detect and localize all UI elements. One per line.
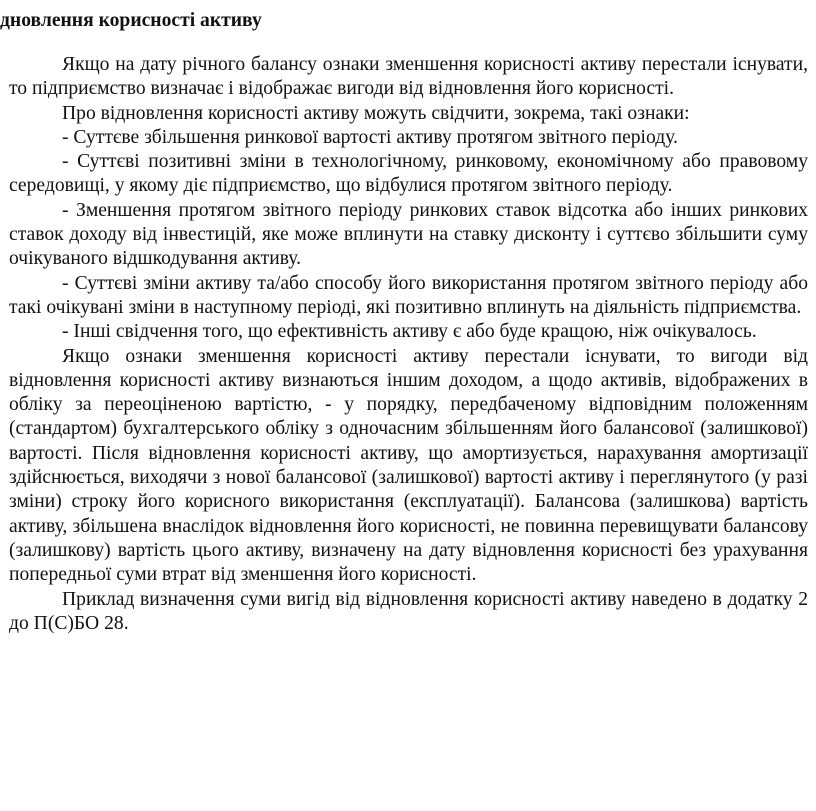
list-item-usage-changes: - Суттєві зміни активу та/або способу його використання протягом звітного періоду або такі очікувані зміни в наступному періоді, які позитивно вплинуть на діяльність підприємства. [9,272,808,318]
paragraph-example-reference: Приклад визначення суми вигід від відновлення корисності активу наведено в додатку 2 до П(С)БО 28. [9,588,808,634]
list-item-interest-rates: - Зменшення протягом звітного періоду ринкових ставок відсотка або інших ринкових ставок доходу від інвестицій, яке може вплинути на ставку дисконту і суттєво збільшити суму очікуваного відшкодування активу. [9,199,808,270]
paragraph-recognition: Якщо ознаки зменшення корисності активу перестали існувати, то вигоди від відновлення корисності активу визнаються іншим доходом, а щодо активів, відображених в обліку за переоціненою вартістю, - у порядку, передбаченому відповідним положенням (стандартом) бухгалтерського обліку з одночасним збільшенням його балансової (залишкової) вартості. Після відновлення корисності активу, що амортизується, нарахування амортизації здійснюється, виходячи з нової балансової (залишкової) вартості активу і переглянутого (у разі зміни) строку його корисного використання (експлуатації). Балансова (залишкова) вартість активу, збільшена внаслідок відновлення його корисності, не повинна перевищувати балансову (залишкову) вартість цього активу, визначену на дату відновлення корисності без урахування попередньої суми втрат від зменшення його корисності. [9,345,808,586]
list-item-market-value: - Суттєве збільшення ринкової вартості активу протягом звітного періоду. [62,126,678,148]
list-item-environment-changes: - Суттєві позитивні зміни в технологічному, ринковому, економічному або правовому середовищі, у якому діє підприємство, що відбулися протягом звітного періоду. [9,151,808,197]
paragraph-intro: Якщо на дату річного балансу ознаки зменшення корисності активу перестали існувати, то підприємство визначає і відображає вигоди від відновлення його корисності. [9,54,808,100]
document-body [9,53,808,636]
list-item-other-evidence: - Інші свідчення того, що ефективність активу є або буде кращою, ніж очікувалось. [62,321,757,343]
paragraph-signs-lead: Про відновлення корисності активу можуть свідчити, зокрема, такі ознаки: [62,102,690,124]
section-heading: дновлення корисності активу [0,10,262,31]
